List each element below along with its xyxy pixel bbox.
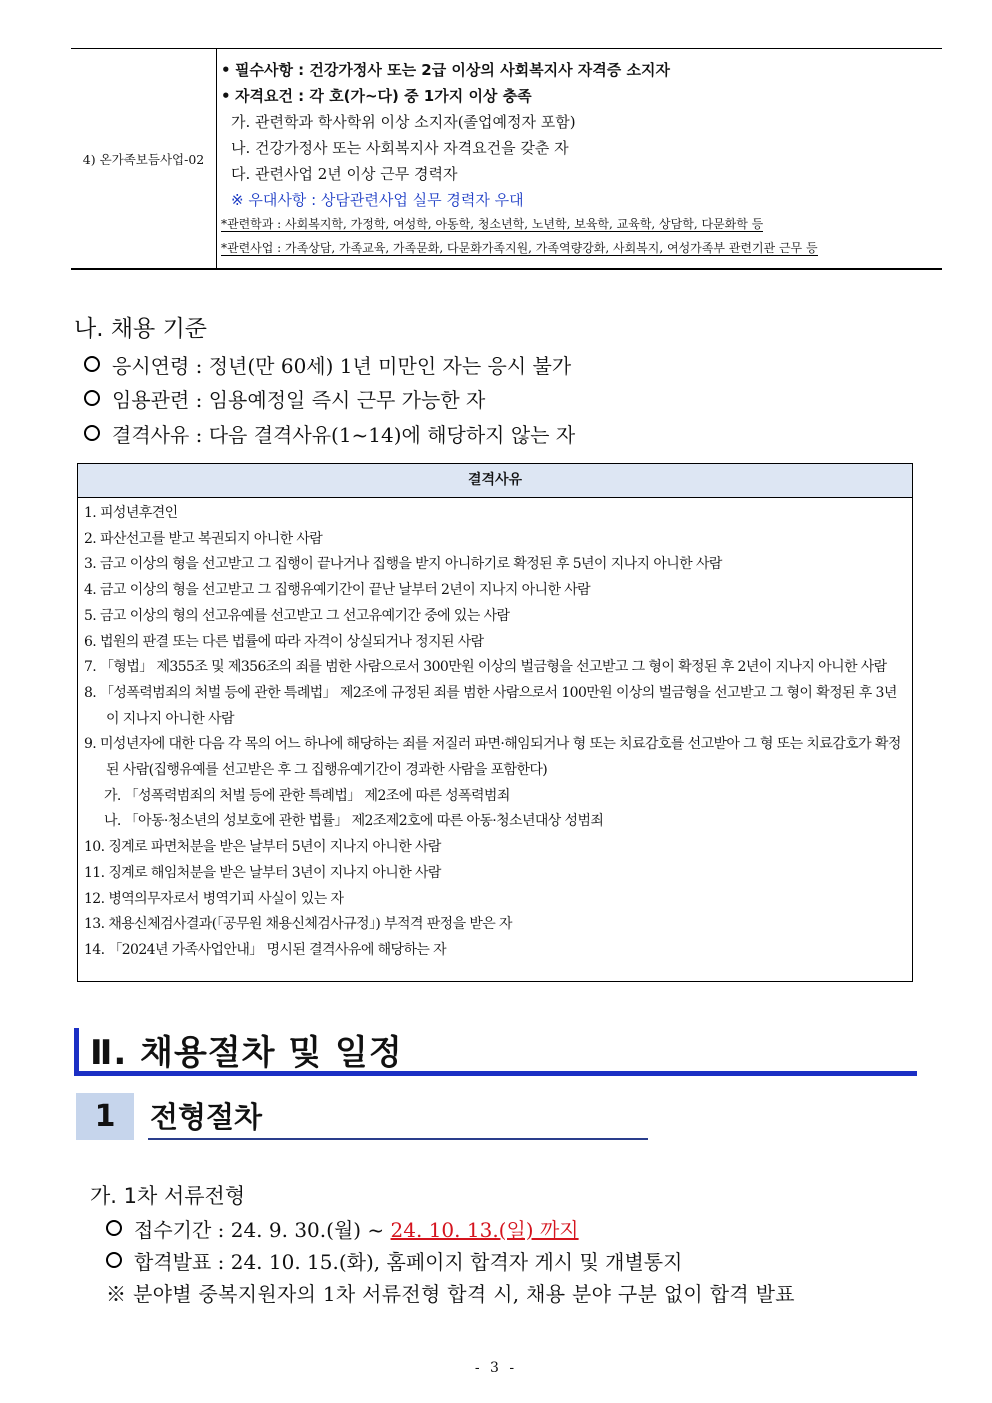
criteria-item: 결격사유 : 다음 결격사유(1~14)에 해당하지 않는 자 [84,419,575,448]
disqualification-table [77,463,913,982]
disqualification-item: 3. 금고 이상의 형을 선고받고 그 집행이 끝나거나 집행을 받지 아니하기로 확정된 후 5년이 지나지 아니한 사람 [84,556,722,573]
deadline: 24. 10. 13.(일) 까지 [390,1218,579,1242]
page-number: - 3 - [474,1360,518,1376]
related-work: *관련사업 : 가족상담, 가족교육, 가족문화, 다문화가족지원, 가족역량강화, 사회복지, 여성가족부 관련기관 근무 등 [221,241,818,255]
screening-announce: 합격발표 : 24. 10. 15.(화), 홈페이지 합격자 게시 및 개별통지 [106,1246,682,1275]
disqualification-item: 13. 채용신체검사결과(「공무원 채용신체검사규정」) 부적격 판정을 받은 자 [84,916,512,933]
requirements-cell [221,57,936,261]
qualification-line: • 자격요건 : 각 호(가~다) 중 1가지 이상 충족 [221,83,936,109]
disqualification-item: 7. 「형법」 제355조 및 제356조의 죄를 범한 사람으로서 300만원 이상의 벌금형을 선고받고 그 형이 확정된 후 2년이 지나지 아니한 사람 [84,659,887,676]
qualification-table [71,48,942,270]
disqualification-item: 10. 징계로 파면처분을 받은 날부터 5년이 지나지 아니한 사람 [84,839,441,856]
screening-title: 가. 1차 서류전형 [90,1184,246,1208]
bullet-icon: • [221,61,231,79]
program-cell: 4) 온가족보듬사업-02 [71,49,217,268]
disqualification-item: 14. 「2024년 가족사업안내」 명시된 결격사유에 해당하는 자 [84,941,447,958]
section-title: 전형절차 [150,1100,263,1134]
section-underline [148,1138,648,1140]
screening-period: 접수기간 : 24. 9. 30.(월) ~ 24. 10. 13.(일) 까지 [106,1214,579,1243]
circle-bullet-icon [84,390,100,406]
circle-bullet-icon [84,356,100,372]
qualification-item: 다. 관련사업 2년 이상 근무 경력자 [231,165,458,183]
criteria-title: 나. 채용 기준 [74,316,208,342]
chapter-title: Ⅱ. 채용절차 및 일정 [90,1033,403,1073]
disqualification-header: 결격사유 [78,464,912,498]
circle-bullet-icon [84,425,100,441]
disqualification-subitem: 가. 「성폭력범죄의 처벌 등에 관한 특례법」 제2조에 따른 성폭력범죄 [104,787,510,804]
related-majors: *관련학과 : 사회복지학, 가정학, 여성학, 아동학, 청소년학, 노년학, 보육학, 교육학, 상담학, 다문화학 등 [221,217,764,231]
disqualification-list [78,498,912,964]
required-line: • 필수사항 : 건강가정사 또는 2급 이상의 사회복지사 자격증 소지자 [221,57,936,83]
disqualification-subitem: 나. 「아동·청소년의 성보호에 관한 법률」 제2조제2호에 따른 아동·청소년대상 성범죄 [104,813,604,830]
disqualification-item: 5. 금고 이상의 형의 선고유예를 선고받고 그 선고유예기간 중에 있는 사람 [84,607,510,624]
qualification-item: 가. 관련학과 학사학위 이상 소지자(졸업예정자 포함) [231,113,576,131]
criteria-item: 임용관련 : 임용예정일 즉시 근무 가능한 자 [84,384,485,413]
disqualification-item: 6. 법원의 판결 또는 다른 법률에 따라 자격이 상실되거나 정지된 사람 [84,633,484,650]
disqualification-item: 2. 파산선고를 받고 복권되지 아니한 사람 [84,530,323,547]
qualification-item: 나. 건강가정사 또는 사회복지사 자격요건을 갖춘 자 [231,139,569,157]
circle-bullet-icon [106,1252,122,1268]
bullet-icon: • [221,87,231,105]
disqualification-item: 4. 금고 이상의 형을 선고받고 그 집행유예기간이 끝난 날부터 2년이 지나지 아니한 사람 [84,582,591,599]
circle-bullet-icon [106,1220,122,1236]
preference-line: ※ 우대사항 : 상담관련사업 실무 경력자 우대 [231,191,524,209]
disqualification-item: 9. 미성년자에 대한 다음 각 목의 어느 하나에 해당하는 죄를 저질러 파면·해임되거나 형 또는 치료감호를 선고받아 그 형 또는 치료감호가 확정된 사람(집행유예를 선고받은 후 그 집행유예기간이 경과한 사람을 포함한다) [84,736,901,779]
disqualification-item: 8. 「성폭력범죄의 처벌 등에 관한 특례법」 제2조에 규정된 죄를 범한 사람으로서 100만원 이상의 벌금형을 선고받고 그 형이 확정된 후 3년이 지나지 아니한 사람 [84,684,897,727]
screening-note: ※ 분야별 중복지원자의 1차 서류전형 합격 시, 채용 분야 구분 없이 합격 발표 [106,1282,795,1306]
disqualification-item: 11. 징계로 해임처분을 받은 날부터 3년이 지나지 아니한 사람 [84,864,441,881]
disqualification-item: 1. 피성년후견인 [84,505,178,521]
chapter-accent-bar [74,1028,79,1075]
section-number: 1 [76,1093,134,1140]
disqualification-item: 12. 병역의무자로서 병역기피 사실이 있는 자 [84,890,344,907]
criteria-item: 응시연령 : 정년(만 60세) 1년 미만인 자는 응시 불가 [84,350,571,379]
